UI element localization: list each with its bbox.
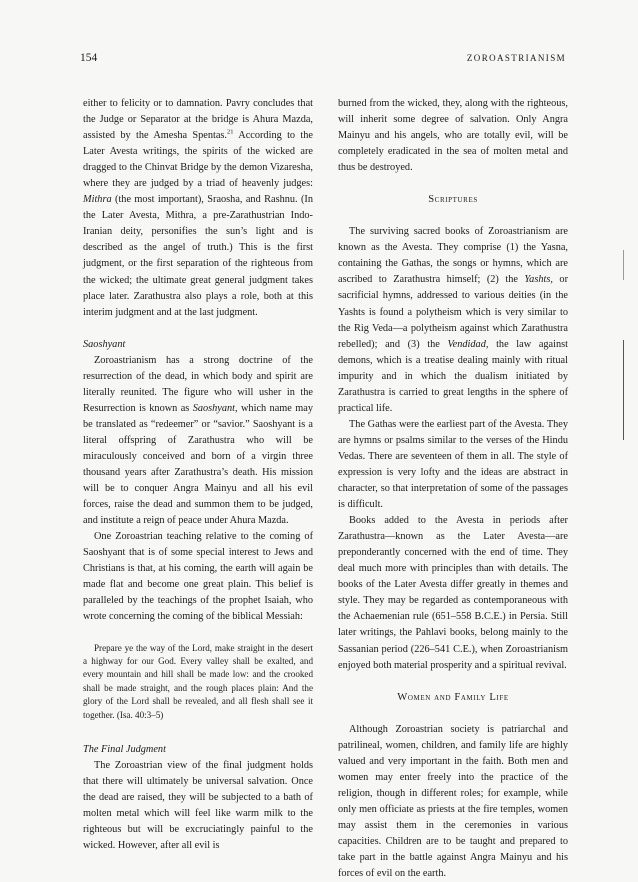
paragraph: Although Zoroastrian society is patriarchal and patrilineal, women, children, and family life are highly valued and very important in the faith. Both men and women may enter freely into the practice of the religion, though in different roles; for example, while only men officiate as priests at the fire temples, women may assist them in the ceremonies in various capacities. Children are to be taught and prepared to take part in the battle against Angra Mainyu and his forces of evil on the earth. — [338, 723, 568, 880]
subheading-saoshyant: Saoshyant — [83, 338, 126, 350]
paragraph: Books added to the Avesta in periods after Zarathustra—known as the Later Avesta—are preponderantly concerned with the end of time. They deal much more with principles than with details. The books of the Later Avesta differ greatly in themes and style. They may be regarded as contemporaneous with the Achaemenian rule (651–558 B.C.E.) in Persia. Still later writings, the Pahlavi books, belong mainly to the Sassanian period (226–541 C.E.), when Zoroastrianism enjoyed both material prosperity and a spiritual revival. — [338, 515, 568, 671]
paragraph: The Zoroastrian view of the final judgment holds that there will ultimately be universal salvation. Once the dead are raised, they will be subjected to a bath of molten metal which will feel like warm milk to the righteous but will be excruciatingly painful to the wicked. However, after all evil is — [83, 759, 313, 852]
paragraph: The surviving sacred books of Zoroastrianism are known as the Avesta. They comprise (1) the Yasna, containing the Gathas, the songs or hymns, which are ascribed to Zarathustra himself; (2) the Yashts, or sacrificial hymns, addressed to various deities (in the Yashts is found a polytheism which is very similar to the Rig Veda—a polytheism against which Zarathustra rebelled); and (3) the Vendidad, the law against demons, which is a treatise dealing mainly with ritual impurity and in which the dualism initiated by Zarathustra is carried to great lengths in the sphere of practical life. — [338, 226, 568, 414]
page-header — [80, 52, 566, 64]
section-heading-women: Women and Family Life — [397, 691, 509, 703]
scan-edge-mark — [623, 250, 624, 280]
subheading-final-judgment: The Final Judgment — [83, 743, 166, 755]
paragraph: Zoroastrianism has a strong doctrine of the resurrection of the dead, in which body and spirit are literally reunited. The figure who will usher in the Resurrection is known as Saoshyant, which name may be translated as “redeemer” or “savior.” Saoshyant is a literal offspring of Zarathustra who will be miraculously conceived and born of a virgin three thousand years after Zarathustra’s death. His mission will be to conquer Angra Mainyu and all his evil forces, raise the dead and summon them to be judged, and institute a reign of peace under Ahura Mazda. — [83, 354, 313, 527]
scan-edge-mark — [623, 340, 624, 440]
paragraph: One Zoroastrian teaching relative to the coming of Saoshyant that is of some special interest to Jews and Christians is that, at his coming, the earth will again be made flat and become one great plain. This belief is paralleled by the teachings of the prophet Isaiah, who wrote concerning the coming of the biblical Messiah: — [83, 531, 313, 623]
section-heading-scriptures: Scriptures — [428, 194, 478, 206]
paragraph: The Gathas were the earliest part of the Avesta. They are hymns or psalms similar to the verses of the Hindu Vedas. There are seventeen of them in all. The style of expression is very lofty and the ideas are abstract in character, so that interpretation of some of the passages is difficult. — [338, 418, 568, 511]
right-column — [338, 96, 568, 882]
left-column — [83, 96, 313, 854]
block-quote: Prepare ye the way of the Lord, make straight in the desert a highway for our God. Every valley shall be exalted, and every mountain and hill shall be made low: and the crooked shall be made straight, and the rough places plain: And the glory of the Lord shall be revealed, and all flesh shall see it together. (Isa. 40:3–5) — [83, 642, 313, 720]
paragraph: burned from the wicked, they, along with the righteous, will inherit some degree of salvation. Only Angra Mainyu and his angels, who are totally evil, will be completely eradicated in the sea of molten metal and thus be destroyed. — [338, 98, 568, 174]
footnote-marker: 21 — [227, 128, 234, 136]
paragraph: either to felicity or to damnation. Pavry concludes that the Judge or Separator at the bridge is Ahura Mazda, assisted by the Amesha Spentas.$^{21}$ According to the Later Avesta writings, the spirits of the wicked are dragged to the Chinvat Bridge by the demon Vizaresha, where they are judged by a triad of heavenly judges: Mithra (the most important), Sraosha, and Rashnu. (In the Later Avesta, Mithra, a pre-Zarathustrian Indo-Iranian deity, personifies the sun’s light and is described as the angel of truth.) This is the first judgment, or the first separation of the righteous from the wicked; the ultimate great general judgment takes place later. Zarathustra also plays a role, both at this interim judgment and at the last judgment. — [83, 98, 313, 318]
page-number: 154 — [80, 52, 98, 64]
running-head: ZOROASTRIANISM — [466, 53, 566, 63]
